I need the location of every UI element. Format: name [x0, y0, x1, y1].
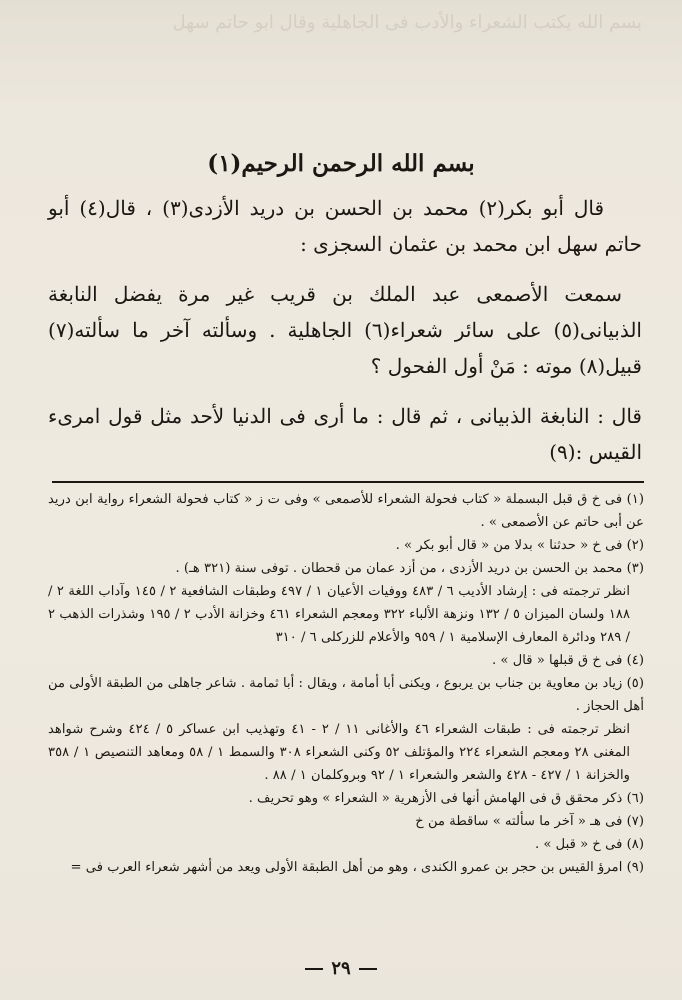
main-text: [48, 190, 642, 484]
footnote-3: (٣) محمد بن الحسن بن دريد الأزدى ، من أزد عمان من قحطان . توفى سنة (٣٢١ هـ) .: [175, 561, 644, 576]
footnote-6: (٦) ذكر محقق ق فى الهامش أنها فى الأزهرية « الشعراء » وهو تحريف .: [248, 791, 644, 806]
footnote-9: (٩) امرؤ القيس بن حجر بن عمرو الكندى ، وهو من أهل الطبقة الأولى ويعد من أشهر شعراء العرب فى =: [70, 860, 644, 875]
dash-left: [359, 968, 377, 970]
footnote-1: (١) فى خ ق قبل البسملة « كتاب فحولة الشعراء للأصمعى » وفى ت ز « كتاب فحولة الشعراء رواية ابن دريد عن أبى حاتم عن الأصمعى » .: [48, 492, 644, 530]
footnote-7: (٧) فى هـ « آخر ما سألته » ساقطة من خ: [415, 814, 644, 829]
footnote-3-refs: انظر ترجمته فى : إرشاد الأديب ٦ / ٤٨٣ ووفيات الأعيان ١ / ٤٩٧ وطبقات الشافعية ٢ / ١٤٥ وآداب اللغة ٢ / ١٨٨ ولسان الميزان ٥ / ١٣٢ ونزهة الألباء ٣٢٢ ومعجم الشعراء ٤٦١ وخزانة الأدب ٢ / ١٩٥ وشذرات الذهب ٢ / ٢٨٩ ودائرة المعارف الإسلامية ١ / ٩٥٩ والأعلام للزركلى ٦ / ٣١٠: [48, 584, 631, 645]
paragraph-1: قال أبو بكر(٢) محمد بن الحسن بن دريد الأزدى(٣) ، قال(٤) أبو حاتم سهل ابن محمد بن عثمان السجزى :: [48, 196, 642, 256]
footnotes: [48, 488, 644, 879]
footnote-5-refs: انظر ترجمته فى : طبقات الشعراء ٤٦ والأغانى ١١ / ٢ - ٤١ وتهذيب ابن عساكر ٥ / ٤٢٤ وشرح شواهد المغنى ٢٨ ومعجم الشعراء ٢٢٤ والمؤتلف ٥٢ وكنى الشعراء ٣٠٨ والسمط ١ / ٥٨ ومعاهد التنصيص ١ / ٣٥٨ والخزانة ١ / ٤٢٧ - ٤٢٨ والشعر والشعراء ١ / ٩٢ وبروكلمان ١ / ٨٨ .: [48, 722, 631, 783]
paragraph-2: سمعت الأصمعى عبد الملك بن قريب غير مرة يفضل النابغة الذبيانى(٥) على سائر شعراء(٦) الجاهلية . وسألته آخر ما سألته(٧) قبيل(٨) موته : مَنْ أول الفحول ؟: [48, 282, 642, 378]
footnote-divider: [52, 481, 644, 483]
footnote-8: (٨) فى خ « قبل » .: [535, 837, 644, 852]
paragraph-3: قال : النابغة الذبيانى ، ثم قال : ما أرى فى الدنيا لأحد مثل قول امرىء القيس :(٩): [48, 404, 642, 464]
footnote-2: (٢) فى خ « حدثنا » بدلا من « قال أبو بكر » .: [395, 538, 644, 553]
page-number-value: ٢٩: [331, 958, 351, 979]
basmala-heading: بسم الله الرحمن الرحيم(١): [207, 150, 475, 177]
dash-right: [305, 968, 323, 970]
bleed-through-text: بسم الله يكتب الشعراء والأدب فى الجاهلية وقال ابو حاتم سهل: [172, 12, 642, 33]
page-number: [0, 958, 682, 979]
footnote-4: (٤) فى خ ق قبلها « قال » .: [492, 653, 644, 668]
footnote-5: (٥) زياد بن معاوية بن جناب بن يربوع ، ويكنى أبا أمامة ، ويقال : أبا ثمامة . شاعر جاهلى من الطبقة الأولى من أهل الحجاز .: [48, 676, 644, 714]
